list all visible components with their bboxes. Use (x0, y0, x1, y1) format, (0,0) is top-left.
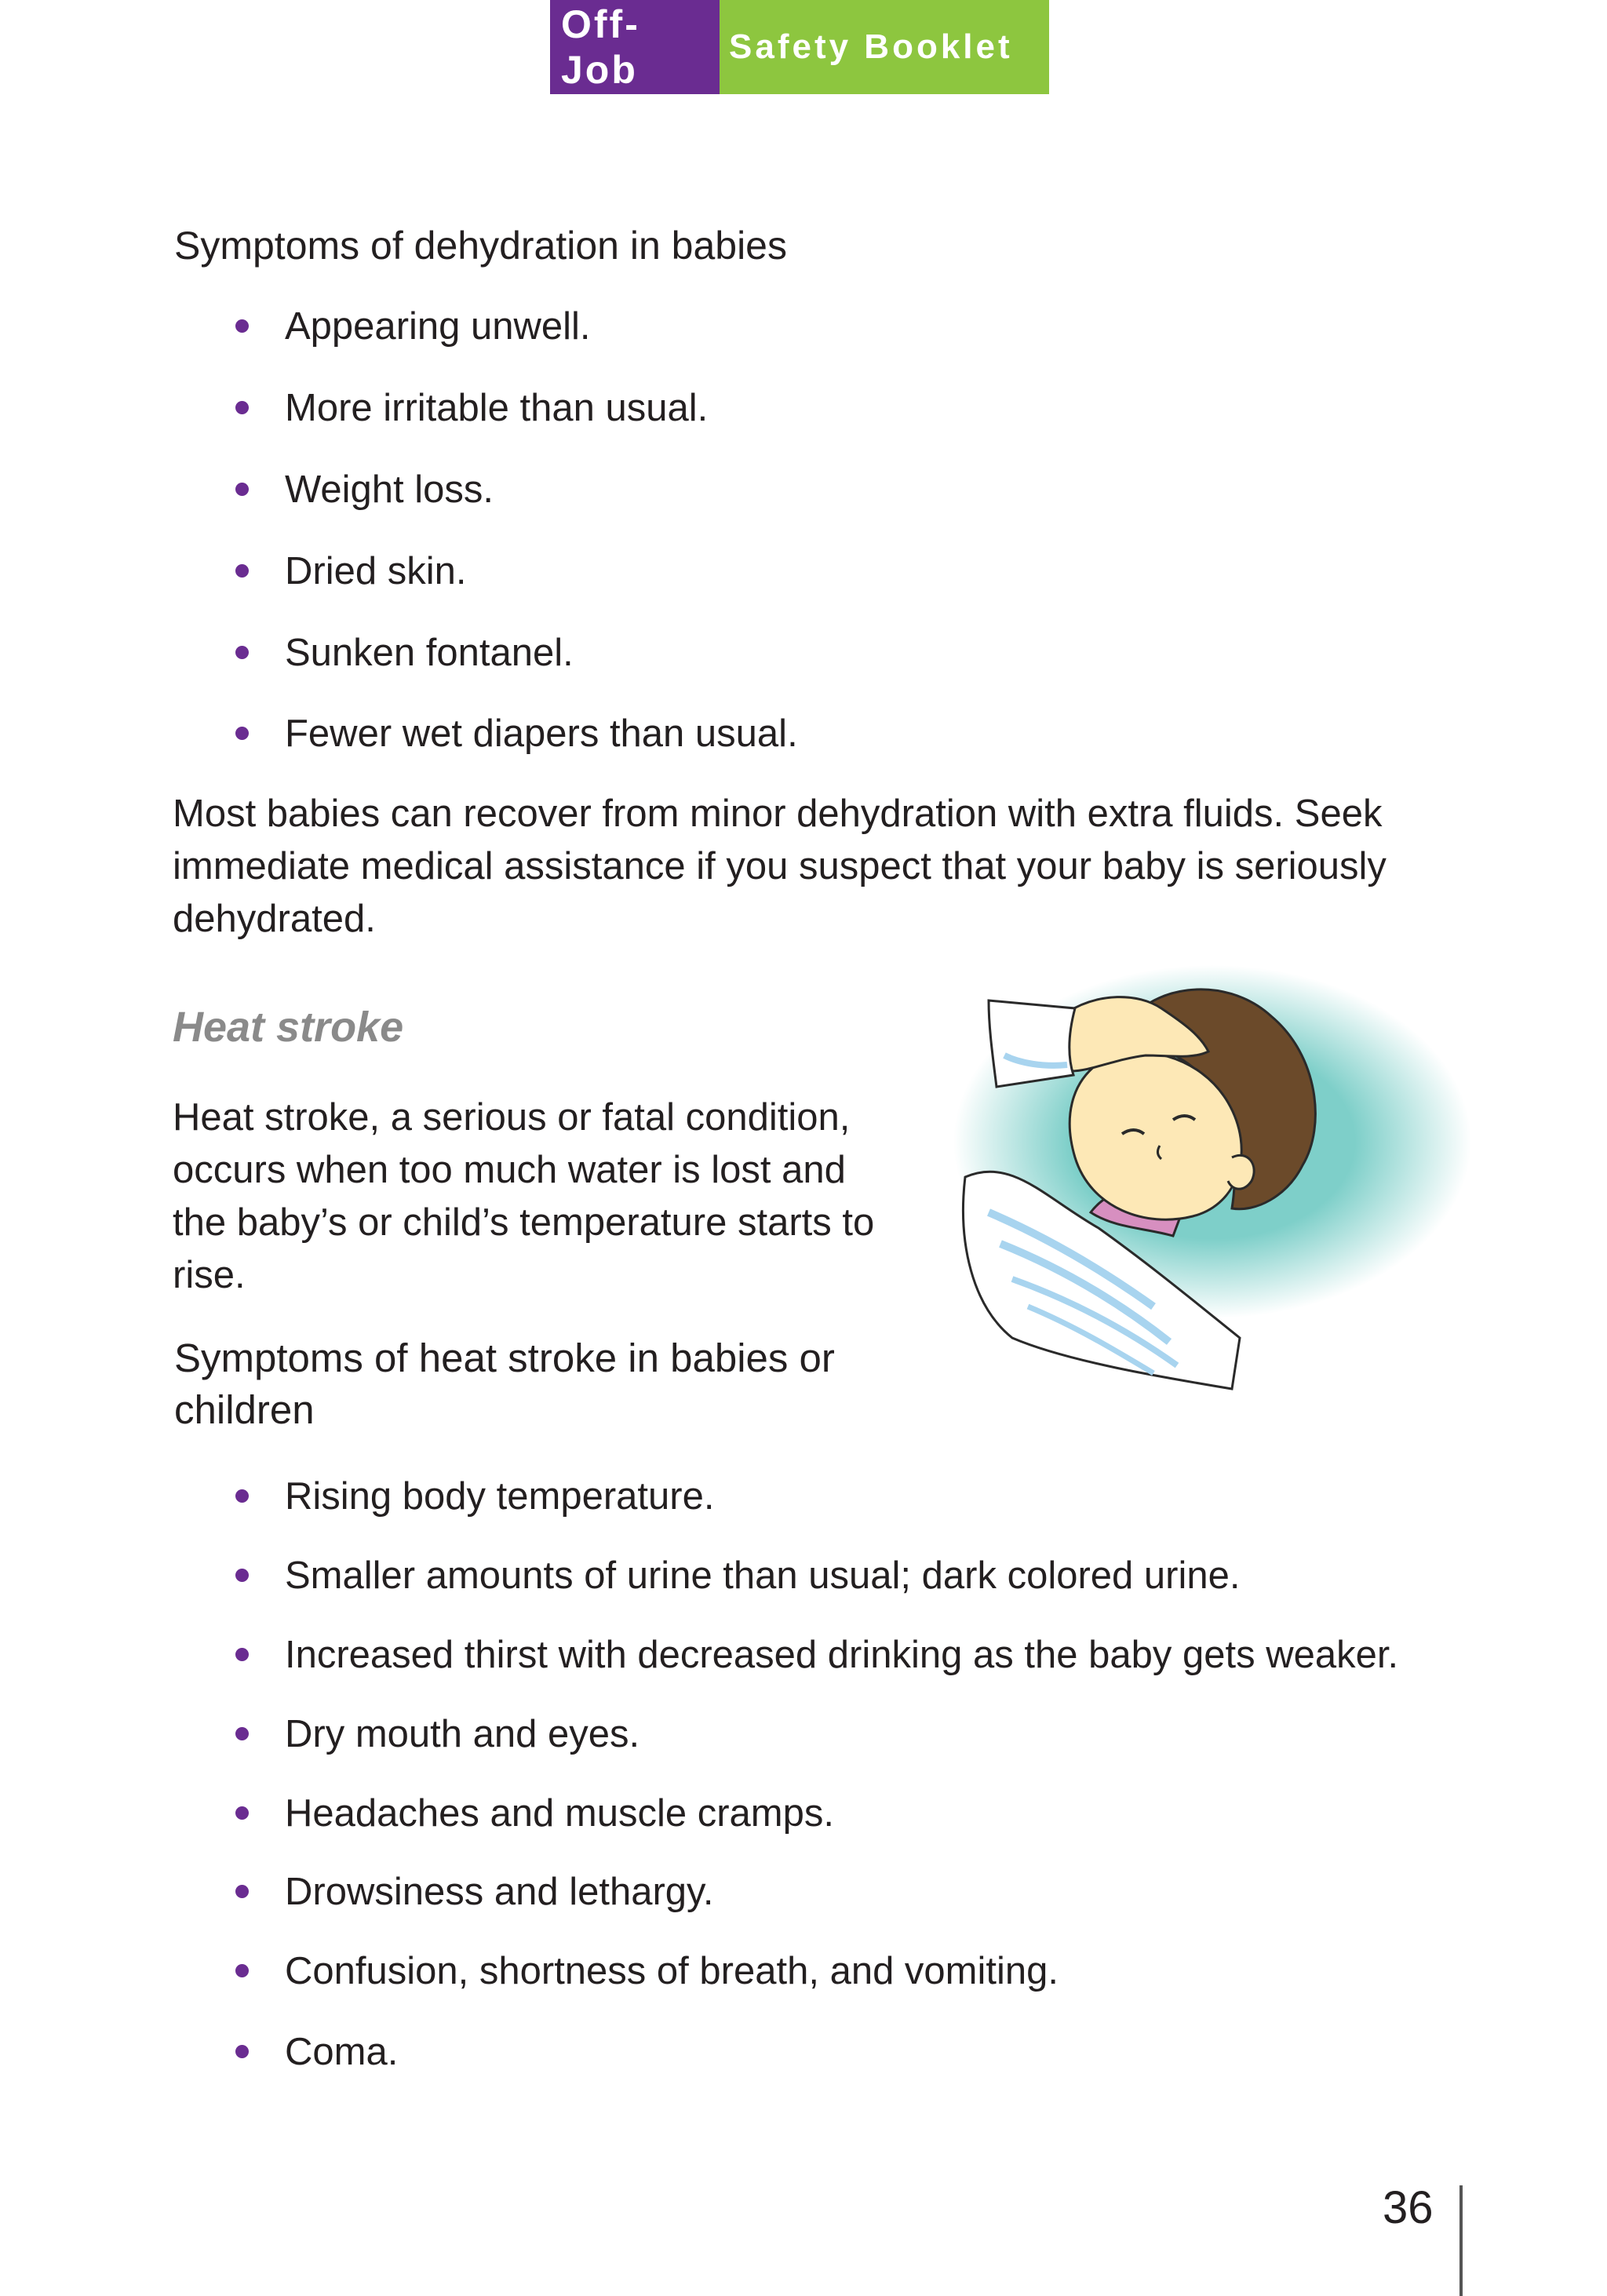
bullet-icon (235, 646, 249, 659)
bullet-icon (235, 564, 249, 578)
heat-stroke-intro (173, 1092, 874, 1302)
bullet-icon (235, 319, 249, 333)
paragraph-line: rise. (173, 1254, 246, 1296)
bullet-icon (235, 483, 249, 496)
paragraph-line: dehydrated. (173, 898, 376, 940)
header-off-job-label: Off-Job (550, 0, 720, 94)
bullet-icon (235, 401, 249, 414)
page-number: 36 (1383, 2182, 1434, 2233)
heat-stroke-title: Heat stroke (173, 1004, 404, 1051)
bullet-icon (235, 1885, 249, 1898)
paragraph-line: Heat stroke, a serious or fatal condition, (173, 1096, 851, 1139)
paragraph-line: occurs when too much water is lost and (173, 1149, 846, 1191)
paragraph-line: Most babies can recover from minor dehydration with extra fluids. Seek (173, 793, 1383, 835)
dehydration-symptoms-heading: Symptoms of dehydration in babies (174, 224, 787, 268)
bullet-icon (235, 1727, 249, 1740)
bullet-icon (235, 1648, 249, 1661)
bullet-icon (235, 1964, 249, 1977)
bullet-icon (235, 2045, 249, 2058)
bullet-icon (235, 1806, 249, 1820)
bullet-icon (235, 1489, 249, 1503)
booklet-header (550, 0, 1049, 94)
header-safety-booklet-label: Safety Booklet (720, 0, 1049, 94)
page-number-rule (1459, 2185, 1463, 2296)
paragraph-line: immediate medical assistance if you suspect that your baby is seriously (173, 845, 1387, 887)
paragraph-line: the baby’s or child’s temperature starts to (173, 1201, 875, 1244)
heat-stroke-symptoms-heading: Symptoms of heat stroke in babies or children (174, 1336, 835, 1432)
bullet-icon (235, 1569, 249, 1582)
bullet-icon (235, 727, 249, 740)
sick-child-illustration (863, 898, 1475, 1471)
